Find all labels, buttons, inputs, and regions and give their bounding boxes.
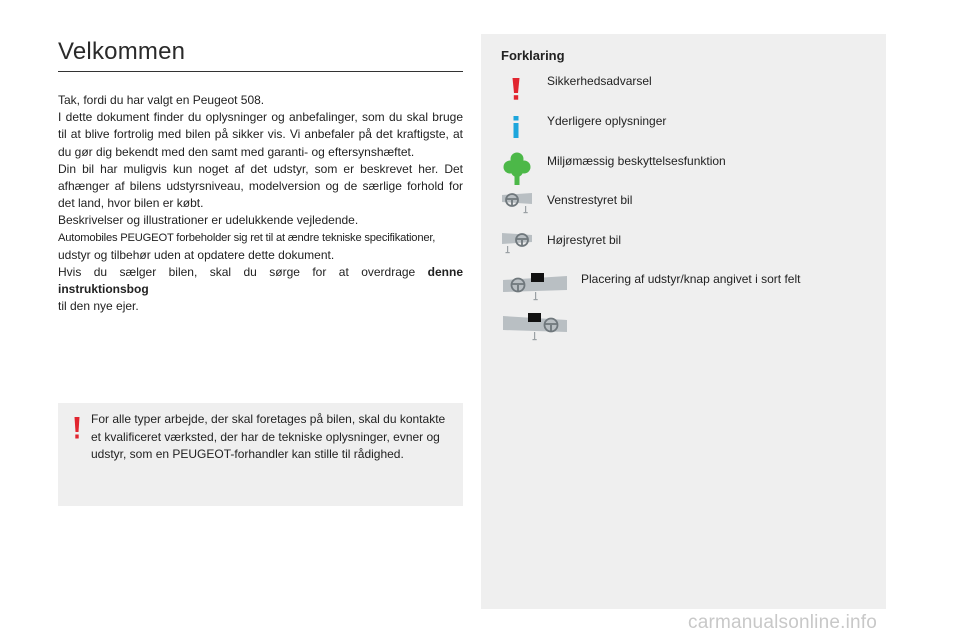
- dashboard-position-icon: [501, 312, 569, 342]
- dashboard-position-icon: [501, 272, 569, 302]
- left-hand-drive-icon: [501, 192, 533, 216]
- legend-label-safety: Sikkerhedsadvarsel: [547, 74, 652, 88]
- intro-paragraph: [58, 264, 463, 298]
- legend-title: Forklaring: [501, 48, 565, 63]
- intro-paragraph: I dette dokument finder du oplysninger og anbefalinger, som du skal bruge til at blive fortrolig med bilen på sikker vis. Vi anbefaler på det kraftigste, at du gør dig bekendt med den samt med garanti- og eftersynshæftet.: [58, 110, 463, 159]
- warning-box: [58, 403, 463, 506]
- intro-paragraph: Tak, fordi du har valgt en Peugeot 508.: [58, 93, 265, 107]
- intro-text: [58, 92, 463, 316]
- intro-paragraph: Beskrivelser og illustrationer er udelukkende vejledende.: [58, 213, 359, 228]
- intro-paragraph: Din bil har muligvis kun noget af det udstyr, som er beskrevet her. Det afhænger af bilens udstyrsniveau, modelversion og de særlige forhold for det land, hvor bilen er købt.: [58, 161, 463, 211]
- intro-text-span: Hvis du sælger bilen, skal du sørge for at overdrage: [58, 265, 428, 280]
- exclamation-icon: [512, 78, 520, 100]
- intro-paragraph: Automobiles PEUGEOT forbeholder sig ret til at ændre tekniske specifikationer,: [58, 231, 436, 244]
- right-hand-drive-icon: [501, 232, 533, 256]
- warning-text: For alle typer arbejde, der skal foretages på bilen, skal du kontakte et kvalificeret værksted, der har de tekniske oplysninger, evner og udstyr, som en PEUGEOT-forhandler kan stille til rådighed.: [91, 412, 446, 461]
- title-divider: [58, 71, 463, 72]
- intro-bold-span: denne instruktionsbog: [58, 265, 463, 297]
- intro-paragraph: til den nye ejer.: [58, 299, 139, 314]
- legend-label-position: Placering af udstyr/knap angivet i sort felt: [581, 272, 801, 286]
- legend-label-lhd: Venstrestyret bil: [547, 193, 633, 207]
- legend-panel: [481, 34, 886, 609]
- tree-icon: [503, 152, 531, 186]
- legend-label-environment: Miljømæssig beskyttelsesfunktion: [547, 154, 726, 168]
- info-icon: [512, 116, 520, 138]
- page-title: Velkommen: [58, 38, 186, 65]
- intro-paragraph: udstyr og tilbehør uden at opdatere dette dokument.: [58, 247, 335, 262]
- watermark: carmanualsonline.info: [688, 612, 878, 633]
- exclamation-icon: [74, 417, 80, 439]
- legend-label-info: Yderligere oplysninger: [547, 114, 667, 128]
- legend-label-rhd: Højrestyret bil: [547, 233, 622, 247]
